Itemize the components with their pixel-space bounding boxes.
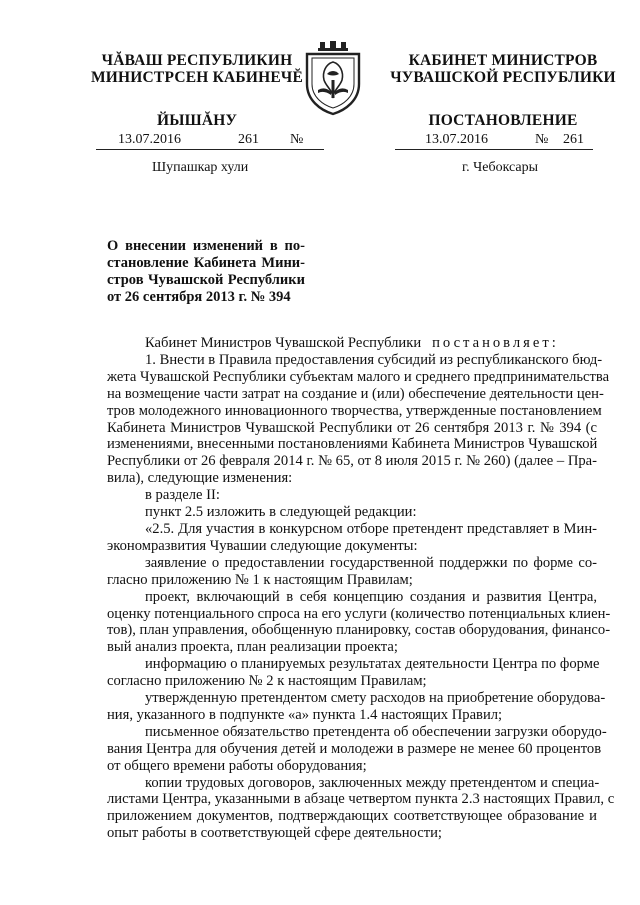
- coat-of-arms-icon: [302, 40, 364, 116]
- body-line: на возмещение части затрат на создание и (или) обеспечение деятельности цен-: [107, 385, 604, 402]
- body-line: тов), план управления, обобщенную планировку, состав оборудования, финансо-: [107, 622, 611, 639]
- body-line: от общего времени работы оборудования;: [107, 757, 367, 774]
- header-chuvash: [72, 52, 322, 129]
- date-right: 13.07.2016: [425, 132, 488, 147]
- body-line: согласно приложению № 2 к настоящим Правилам;: [107, 673, 427, 690]
- number-sign-left: №: [290, 132, 304, 147]
- body-line: тров молодежного инновационного творчества, утвержденные постановлением: [107, 402, 602, 419]
- subject-line: становление Кабинета Мини-: [107, 255, 305, 271]
- number-left: 261: [238, 132, 259, 147]
- header-right-line2: ЧУВАШСКОЙ РЕСПУБЛИКИ: [390, 69, 616, 86]
- body-line: экономразвития Чувашии следующие документы:: [107, 537, 418, 554]
- body-line: проект, включающий в себя концепцию создания и развития Центра,: [145, 588, 597, 605]
- body-line: вила), следующие изменения:: [107, 470, 293, 487]
- body-line: приложением документов, подтверждающих соответствующее образование и: [107, 808, 597, 825]
- body-line: гласно приложению № 1 к настоящим Правилам;: [107, 571, 413, 588]
- doc-type-russian: ПОСТАНОВЛЕНИЕ: [428, 112, 578, 129]
- body-line: жета Чувашской Республики субъектам малого и среднего предпринимательства: [107, 368, 610, 385]
- body-line: ния, указанного в подпункте «а» пункта 1.4 настоящих Правил;: [107, 706, 503, 723]
- header-left-line1: ЧĂВАШ РЕСПУБЛИКИН: [101, 52, 293, 69]
- doc-type-chuvash: ЙЫШĂНУ: [156, 112, 238, 129]
- document-subject: [107, 238, 305, 306]
- body-line: Кабинета Министров Чувашской Республики от 26 сентября 2013 г. № 394 (с: [107, 419, 597, 436]
- header-right-line1: КАБИНЕТ МИНИСТРОВ: [408, 52, 598, 69]
- body-line: пункт 2.5 изложить в следующей редакции:: [145, 504, 417, 521]
- subject-line: О внесении изменений в по-: [107, 238, 305, 254]
- body-line: заявление о предоставлении государственной поддержки по форме со-: [145, 554, 597, 571]
- place-russian: г. Чебоксары: [462, 160, 539, 175]
- number-right: 261: [563, 132, 584, 147]
- body-line: опыт работы в соответствующей сфере деятельности;: [107, 825, 442, 842]
- body-line: информацию о планируемых результатах деятельности Центра по форме: [145, 656, 600, 673]
- place-chuvash: Шупашкар хули: [152, 160, 249, 175]
- body-line: копии трудовых договоров, заключенных между претендентом и специа-: [145, 774, 600, 791]
- body-line: в разделе II:: [145, 487, 220, 504]
- body-line: письменное обязательство претендента об обеспечении загрузки оборудо-: [145, 723, 607, 740]
- body-line: 1. Внести в Правила предоставления субсидий из республиканского бюд-: [145, 351, 603, 368]
- body-line: «2.5. Для участия в конкурсном отборе претендент представляет в Мин-: [145, 520, 597, 537]
- intro-text: Кабинет Министров Чувашской Республики: [145, 335, 422, 351]
- body-line: изменениями, внесенными постановлениями Кабинета Министров Чувашской: [107, 436, 598, 453]
- date-left: 13.07.2016: [118, 132, 181, 147]
- body-line: вания Центра для обучения детей и молодежи в размере не менее 60 процентов: [107, 740, 602, 757]
- intro-verb: постановляет:: [432, 335, 559, 351]
- body-line: вый анализ проекта, план реализации проекта;: [107, 639, 398, 656]
- body-line: утвержденную претендентом смету расходов на приобретение оборудова-: [145, 690, 606, 707]
- body-line: Республики от 26 февраля 2014 г. № 65, от 8 июля 2015 г. № 260) (далее – Пра-: [107, 453, 597, 470]
- intro-line: [107, 335, 597, 352]
- header-left-line2: МИНИСТРСЕН КАБИНЕЧĔ: [90, 69, 304, 86]
- document-body: [107, 335, 615, 842]
- body-line: листами Центра, указанными в абзаце четвертом пункта 2.3 настоящих Правил, с: [107, 791, 615, 808]
- number-sign-right: №: [535, 132, 549, 147]
- number-line-left: [96, 131, 324, 150]
- number-line-right: [395, 131, 593, 150]
- body-line: оценку потенциального спроса на его услуги (количество потенциальных клиен-: [107, 605, 611, 622]
- subject-line: от 26 сентября 2013 г. № 394: [107, 289, 291, 305]
- header-russian: [378, 52, 628, 129]
- subject-line: стров Чувашской Республики: [107, 272, 305, 288]
